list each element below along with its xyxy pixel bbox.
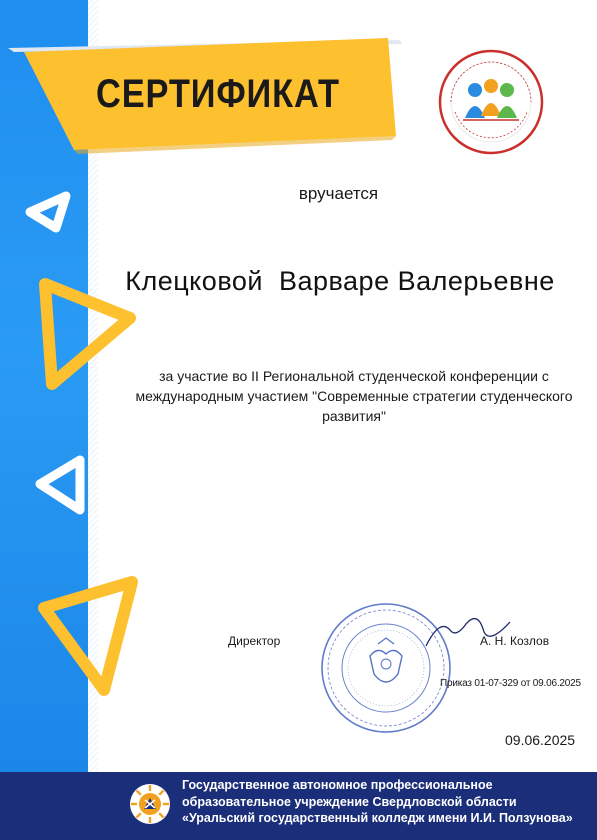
reason-line: за участие во II Региональной студенческой конференции с (159, 368, 549, 384)
recipient-name: Клецковой Варваре Валерьевне (125, 266, 555, 296)
footer-line: образовательное учреждение Свердловской области (182, 794, 517, 809)
college-emblem-icon (128, 782, 172, 826)
yellow-triangle-icon (44, 582, 132, 690)
certificate-title: СЕРТИФИКАТ (96, 72, 340, 116)
footer-line: Государственное автономное профессиональное (182, 778, 493, 792)
footer-line: «Уральский государственный колледж имени И.И. Ползунова» (182, 811, 573, 825)
people-group-logo (437, 48, 545, 156)
yellow-triangle-icon (45, 284, 130, 384)
awarded-text: вручается (298, 184, 379, 203)
certificate-date: 09.06.2025 (505, 732, 576, 748)
footer-organization-name (182, 777, 592, 827)
reason-line: международным участием "Современные стратегии студенческого (135, 388, 573, 404)
white-triangle-icon (40, 460, 80, 510)
order-text: Приказ 01-07-329 от 09.06.2025 (440, 678, 581, 689)
reason-text (120, 366, 588, 426)
director-name: А. Н. Козлов (480, 634, 550, 648)
reason-line: развития" (322, 408, 386, 424)
director-label: Директор (228, 634, 281, 648)
